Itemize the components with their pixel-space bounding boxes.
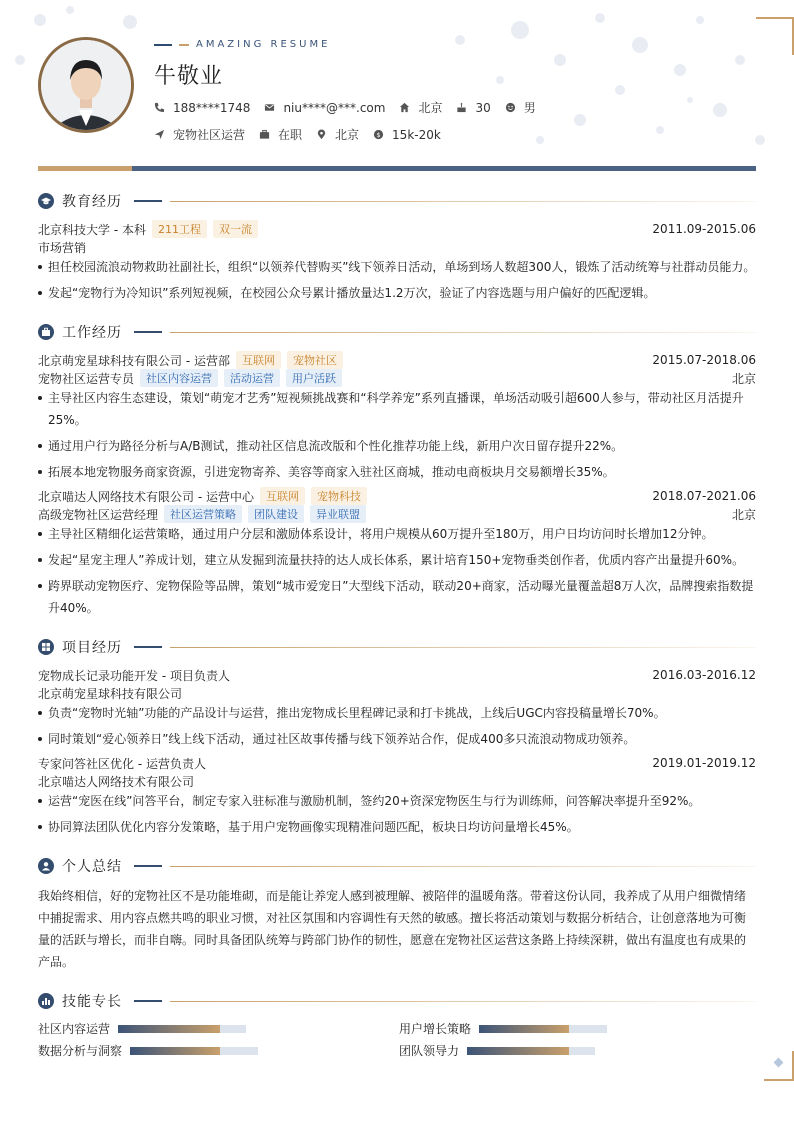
smile-icon [505, 102, 516, 113]
work-bullet: 跨界联动宠物医疗、宠物保险等品牌，策划“城市爱宠日”大型线下活动，联动20+商家，活动曝光量覆盖超8万人次，品牌搜索指数提升40%。 [38, 575, 756, 619]
intent-item [154, 126, 245, 143]
project-bullet: 同时策划“爱心领养日”线上线下活动，通过社区故事传播与线下领养站合作，促成400多只流浪动物成功领养。 [38, 728, 756, 750]
skill-name: 用户增长策略 [399, 1022, 472, 1036]
skill-item [38, 1042, 258, 1059]
header-divider [38, 166, 756, 171]
svg-text:$: $ [376, 130, 381, 139]
school-tag: 双一流 [213, 220, 258, 238]
skill-name: 社区内容运营 [38, 1022, 111, 1036]
work-city: 北京 [731, 371, 756, 386]
work-company-line [38, 351, 756, 369]
section-title-text: 个人总结 [62, 859, 122, 875]
skill-level-bar [130, 1047, 258, 1055]
work-date: 2018.07-2021.06 [652, 489, 756, 503]
user-icon [38, 858, 54, 874]
project-company-line [38, 684, 756, 702]
skill-tag: 异业联盟 [310, 505, 366, 523]
project-bullet: 协同算法团队优化内容分发策略，基于用户宠物画像实现精准问题匹配，板块日均访问量增长45%。 [38, 816, 756, 838]
age-text: 30 [475, 100, 491, 115]
project-title-line [38, 666, 756, 684]
section-title-text: 教育经历 [62, 194, 122, 210]
intent-city-item [316, 126, 359, 143]
age-item [456, 101, 490, 115]
project-bullet: 运营“宠医在线”问答平台，制定专家入驻标准与激励机制，签约20+资深宠物医生与行为训练师，问答解决率提升至92%。 [38, 790, 756, 812]
skill-tag: 社区运营策略 [164, 505, 242, 523]
work-company-line [38, 487, 756, 505]
phone-item [154, 101, 250, 115]
resume-tagline [154, 39, 330, 50]
tagline-text: AMAZING RESUME [196, 39, 331, 50]
intent-row [154, 126, 455, 143]
location-pin-icon [316, 129, 327, 140]
section-projects [38, 638, 756, 656]
project-title-line [38, 754, 756, 772]
contact-row [154, 99, 550, 116]
avatar [38, 37, 134, 133]
skill-tag: 用户活跃 [286, 369, 342, 387]
project-date: 2016.03-2016.12 [652, 668, 756, 682]
corner-decoration-top [756, 17, 794, 55]
project-name: 宠物成长记录功能开发 - 项目负责人 [38, 668, 230, 683]
skill-level-bar [479, 1025, 607, 1033]
work-title-line [38, 369, 756, 387]
city-item [399, 99, 442, 116]
intent-city-text: 北京 [335, 128, 360, 142]
education-bullet: 担任校园流浪动物救助社副社长，组织“以领养代替购买”线下领养日活动，单场到场人数超300人，锻炼了活动统筹与社群动员能力。 [38, 256, 756, 278]
section-work [38, 323, 756, 341]
industry-tag: 互联网 [236, 351, 281, 369]
gender-text: 男 [523, 101, 536, 115]
education-major [38, 238, 756, 256]
skill-item [38, 1020, 246, 1037]
project-name: 专家问答社区优化 - 运营负责人 [38, 756, 206, 771]
skill-tag: 社区内容运营 [140, 369, 218, 387]
salary-item [373, 128, 441, 142]
major-text: 市场营销 [38, 240, 87, 255]
job-title: 宠物社区运营专员 [38, 371, 135, 386]
work-bullet: 主导社区精细化运营策略，通过用户分层和激励体系设计，将用户规模从60万提升至180万，用户日均访问时长增加12分钟。 [38, 523, 756, 545]
intent-text: 宠物社区运营 [173, 128, 246, 142]
bar-chart-icon [38, 993, 54, 1009]
section-title-text: 项目经历 [62, 640, 122, 656]
industry-tag: 宠物科技 [311, 487, 367, 505]
salary-text: 15k-20k [392, 127, 441, 142]
candidate-name: 牛敬业 [154, 64, 224, 89]
status-text: 在职 [278, 128, 303, 142]
education-bullet: 发起“宠物行为冷知识”系列短视频，在校园公众号累计播放量达1.2万次，验证了内容选题与用户偏好的匹配逻辑。 [38, 282, 756, 304]
section-skills [38, 992, 756, 1010]
email-text: niu****@***.com [283, 100, 386, 115]
phone-icon [154, 102, 165, 113]
work-bullet: 主导社区内容生态建设，策划“萌宠才艺秀”短视频挑战赛和“科学养宠”系列直播课，单场活动吸引超600人参与，带动社区月活提升25%。 [38, 387, 756, 431]
project-company: 北京喵达人网络技术有限公司 [38, 774, 195, 789]
briefcase-icon [38, 324, 54, 340]
school-tag: 211工程 [152, 220, 207, 238]
work-title-line [38, 505, 756, 523]
section-summary [38, 857, 756, 875]
industry-tag: 互联网 [260, 487, 305, 505]
work-bullet: 发起“星宠主理人”养成计划，建立从发掘到流量扶持的达人成长体系，累计培育150+宠物垂类创作者，优质内容产出量提升60%。 [38, 549, 756, 571]
money-icon [373, 129, 384, 140]
city-text: 北京 [418, 101, 443, 115]
work-bullet: 通过用户行为路径分析与A/B测试，推动社区信息流改版和个性化推荐功能上线，新用户次日留存提升22%。 [38, 435, 756, 457]
school-name: 北京科技大学 - 本科 [38, 222, 146, 237]
work-date: 2015.07-2018.06 [652, 353, 756, 367]
company-name: 北京萌宠星球科技有限公司 - 运营部 [38, 353, 230, 368]
summary-text: 我始终相信，好的宠物社区不是功能堆砌，而是能让养宠人感到被理解、被陪伴的温暖角落。带着这份认同，我养成了从用户细微情绪中捕捉需求、用内容点燃共鸣的职业习惯，对社区氛围和内容调性有天然的敏感。擅长将活动策划与数据分析结合，让创意落地为可衡量的活跃与增长，而非自嗨。同时具备团队统筹与跨部门协作的韧性，愿意在宠物社区运营这条路上持续深耕，做出有温度也有成果的产品。 [38, 889, 747, 969]
education-date: 2011.09-2015.06 [652, 222, 756, 236]
skill-item [399, 1042, 595, 1059]
status-item [259, 126, 302, 143]
skill-name: 团队领导力 [399, 1044, 460, 1058]
work-city: 北京 [731, 507, 756, 522]
email-icon [264, 102, 275, 113]
skill-tag: 团队建设 [248, 505, 304, 523]
cake-icon [456, 102, 467, 113]
section-education [38, 192, 756, 210]
job-title: 高级宠物社区运营经理 [38, 507, 159, 522]
send-icon [154, 129, 165, 140]
project-bullet: 负责“宠物时光轴”功能的产品设计与运营，推出宠物成长里程碑记录和打卡挑战，上线后UGC内容投稿量增长70%。 [38, 702, 756, 724]
phone-text: 188****1748 [173, 100, 251, 115]
skill-item [399, 1020, 607, 1037]
project-company-line [38, 772, 756, 790]
resume-header [38, 37, 756, 157]
email-item [264, 101, 385, 115]
industry-tag: 宠物社区 [287, 351, 343, 369]
skill-name: 数据分析与洞察 [38, 1044, 123, 1058]
section-title-text: 技能专长 [62, 994, 122, 1010]
briefcase-icon [259, 129, 270, 140]
skill-level-bar [118, 1025, 246, 1033]
project-company: 北京萌宠星球科技有限公司 [38, 686, 183, 701]
company-name: 北京喵达人网络技术有限公司 - 运营中心 [38, 489, 254, 504]
section-title-text: 工作经历 [62, 325, 122, 341]
gender-item [505, 99, 536, 116]
skill-tag: 活动运营 [224, 369, 280, 387]
education-school-line [38, 220, 756, 238]
graduation-cap-icon [38, 193, 54, 209]
grid-icon [38, 639, 54, 655]
home-icon [399, 102, 410, 113]
project-date: 2019.01-2019.12 [652, 756, 756, 770]
work-bullet: 拓展本地宠物服务商家资源，引进宠物寄养、美容等商家入驻社区商城，推动电商板块月交易额增长35%。 [38, 461, 756, 483]
skill-level-bar [467, 1047, 595, 1055]
